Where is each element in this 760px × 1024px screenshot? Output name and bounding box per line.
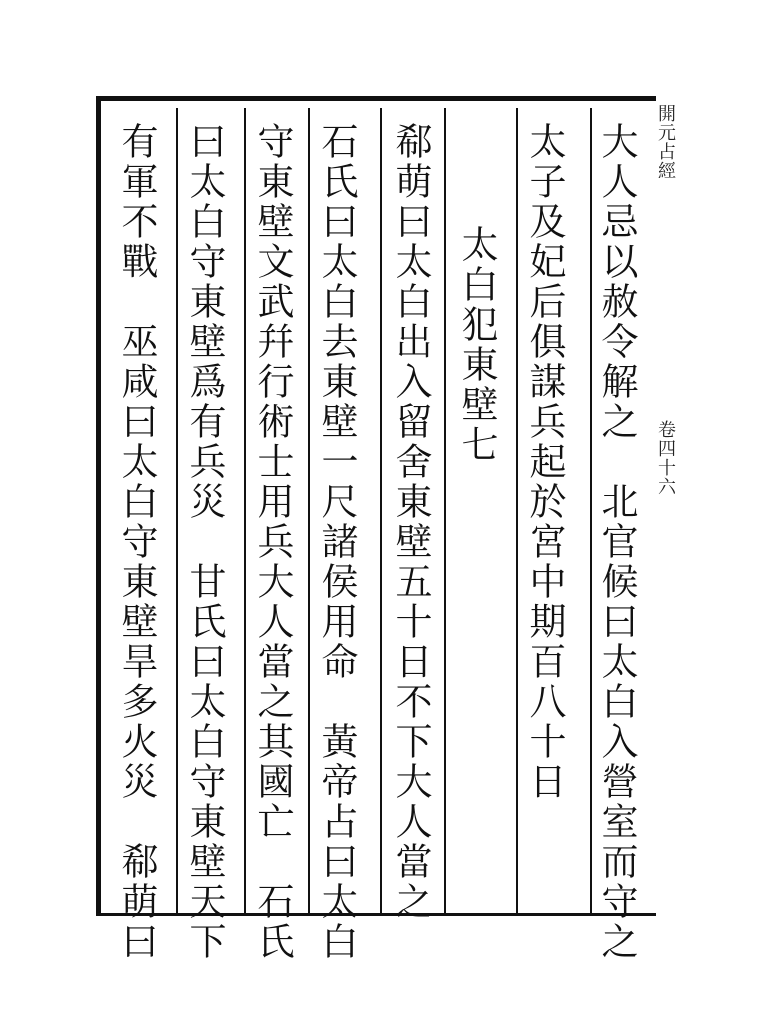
text-column-5: 石氏曰太白去東壁一尺諸侯用命 黃帝占曰太白 <box>315 122 358 962</box>
column-rule <box>516 108 518 914</box>
page-border-frame <box>96 96 656 916</box>
text-column-7: 曰太白守東壁爲有兵災 甘氏曰太白守東壁天下 <box>183 122 226 962</box>
column-rule <box>244 108 246 914</box>
text-column-4: 郗萌曰太白出入留舍東壁五十日不下大人當之 <box>389 122 432 922</box>
column-rule <box>176 108 178 914</box>
text-column-8: 有軍不戰 巫咸曰太白守東壁旱多火災 郗萌曰 <box>115 122 158 962</box>
section-heading: 太白犯東壁七 <box>455 225 498 465</box>
text-column-6: 守東壁文武幷行術士用兵大人當之其國亡 石氏 <box>251 122 294 962</box>
column-rule <box>380 108 382 914</box>
volume-label: 卷四十六 <box>655 420 676 496</box>
text-column-2: 太子及妃后俱謀兵起於宮中期百八十日 <box>523 122 566 802</box>
column-rule <box>444 108 446 914</box>
text-column-1: 大人忌以赦令解之 北官候曰太白入營室而守之 <box>595 122 638 962</box>
column-rule <box>308 108 310 914</box>
book-title: 開元占經 <box>655 104 676 180</box>
margin-label <box>652 104 678 496</box>
column-rule <box>590 108 592 914</box>
